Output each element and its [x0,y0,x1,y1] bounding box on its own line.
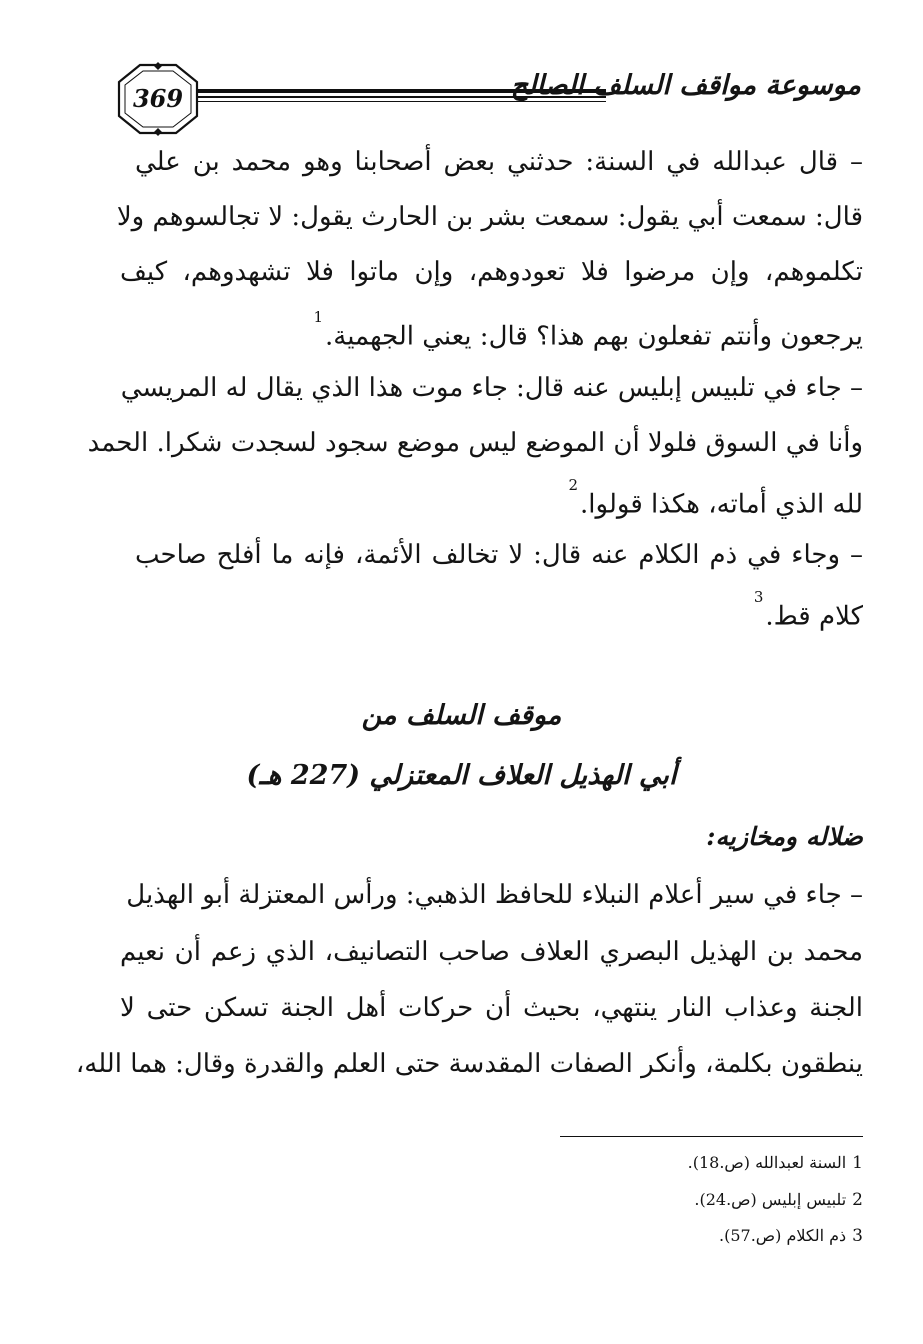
footnote [694,1189,863,1211]
body-text: كلام قط. [765,601,863,632]
body-line: – جاء في تلبيس إبليس عنه قال: جاء موت هذا الذي يقال له المريسي [120,373,863,403]
body-text: يرجعون وأنتم تفعلون بهم هذا؟ قال: يعني الجهمية. [324,321,863,352]
body-line: – وجاء في ذم الكلام عنه قال: لا تخالف الأئمة، فإنه ما أفلح صاحب [135,540,863,570]
body-line: – قال عبدالله في السنة: حدثني بعض أصحابنا وهو محمد بن علي [135,147,863,177]
body-line: قال: سمعت أبي يقول: سمعت بشر بن الحارث يقول: لا تجالسوهم ولا [116,202,863,232]
footnote-text: ذم الكلام (ص.57). [719,1226,847,1245]
footnote-divider [560,1136,863,1137]
body-line: – جاء في سير أعلام النبلاء للحافظ الذهبي: ورأس المعتزلة أبو الهذيل [126,880,863,910]
body-line-with-ref [120,590,863,637]
footnote-ref: 2 [568,476,579,494]
footnote [719,1225,863,1247]
body-text: لله الذي أماته، هكذا قولوا. [580,489,863,520]
page-number-badge [116,62,200,136]
section-heading: أبي الهذيل العلاف المعتزلي (227 هـ) [246,760,677,791]
footnote-ref: 1 [313,308,323,326]
running-title: موسوعة مواقف السلف الصالح [510,70,861,101]
body-line-with-ref [120,478,863,525]
body-line: الجنة وعذاب النار ينتهي، بحيث أن حركات أهل الجنة تسكن حتى لا [120,993,863,1023]
body-line: تكلموهم، وإن مرضوا فلا تعودوهم، وإن ماتوا فلا تشهدوهم، كيف [120,257,863,287]
body-line-with-ref [120,310,863,357]
section-heading: موقف السلف من [361,700,562,731]
footnote-text: تلبيس إبليس (ص.24). [694,1190,847,1209]
footnote-number: 1 [852,1153,863,1173]
footnote-number: 2 [852,1190,863,1210]
body-line: محمد بن الهذيل البصري العلاف صاحب التصانيف، الذي زعم أن نعيم [120,937,863,967]
footnote-number: 3 [852,1226,863,1246]
page-number: 369 [132,84,184,113]
footnote [688,1152,863,1174]
body-line: وأنا في السوق فلولا أن الموضع ليس موضع سجود لسجدت شكرا. الحمد [87,428,863,458]
body-line: ينطقون بكلمة، وأنكر الصفات المقدسة حتى العلم والقدرة وقال: هما الله، [75,1049,863,1079]
subheading: ضلاله ومخازيه: [706,822,863,851]
footnote-ref: 3 [753,588,764,606]
footnote-text: السنة لعبدالله (ص.18). [687,1153,847,1172]
